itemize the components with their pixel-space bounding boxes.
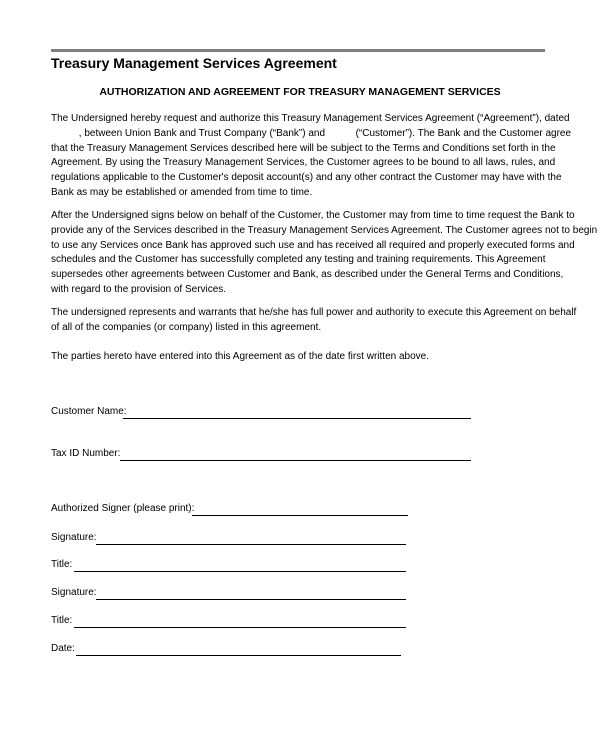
signature-field-2 — [51, 587, 406, 603]
paragraph-line: , between Union Bank and Trust Company (“Bank”) and (“Customer”). The Bank and the Customer agree — [51, 127, 572, 139]
paragraph-line: supersedes other agreements between Customer and Bank, as described under the General Terms and Conditions, — [51, 269, 564, 281]
paragraph-line: The undersigned represents and warrants that he/she has full power and authority to execute this Agreement on behalf — [51, 307, 577, 318]
paragraph-line: schedules and the Customer has successfully completed any testing and training requirements. This Agreement — [51, 254, 546, 266]
paragraph-services — [51, 209, 598, 298]
field-label: Signature: — [51, 587, 97, 598]
signature-field-1 — [51, 532, 406, 548]
paragraph-line: Agreement. By using the Treasury Management Services, the Customer agrees to be bound to all laws, rules, and — [51, 157, 556, 169]
customer-name-line[interactable] — [123, 418, 471, 419]
paragraph-line: Bank as may be established or amended from time to time. — [51, 186, 313, 198]
signature-line-2[interactable] — [96, 599, 406, 600]
field-label: Date: — [51, 643, 75, 654]
field-label: Tax ID Number: — [51, 448, 121, 459]
paragraph-line: of all of the companies (or company) listed in this agreement. — [51, 321, 322, 333]
paragraph-line: to use any Services once Bank has approved such use and has received all required and properly executed forms and — [51, 239, 575, 251]
paragraph-line: The parties hereto have entered into this Agreement as of the date first written above. — [51, 351, 429, 362]
document-title: Treasury Management Services Agreement — [51, 55, 337, 71]
field-label: Title: — [51, 615, 73, 626]
tax-id-field — [51, 448, 471, 464]
title-field-2 — [51, 615, 406, 631]
date-line[interactable] — [76, 655, 401, 656]
paragraph-line: provide any of the Services described in the Treasury Management Services Agreement. The Customer agrees not to begin — [51, 224, 598, 236]
paragraph-line: regulations applicable to the Customer's deposit account(s) and any other contract the Customer may have with the — [51, 172, 562, 184]
field-label: Authorized Signer (please print): — [51, 503, 195, 514]
paragraph-line: The Undersigned hereby request and authorize this Treasury Management Services Agreement (“Agreement”), dated — [51, 113, 570, 124]
title-line-1[interactable] — [74, 571, 406, 572]
authorized-signer-line[interactable] — [192, 515, 408, 516]
date-field — [51, 643, 401, 659]
field-label: Customer Name: — [51, 406, 127, 417]
paragraph-execution — [51, 350, 551, 365]
field-label: Title: — [51, 559, 73, 570]
paragraph-authorization — [51, 112, 572, 201]
authorized-signer-field — [51, 503, 408, 519]
tax-id-line[interactable] — [120, 460, 471, 461]
document-subtitle: AUTHORIZATION AND AGREEMENT FOR TREASURY MANAGEMENT SERVICES — [99, 86, 501, 98]
title-line-2[interactable] — [74, 627, 406, 628]
paragraph-line: that the Treasury Management Services described here will be subject to the Terms and Conditions set forth in the — [51, 142, 556, 154]
paragraph-line: with regard to the provision of Services. — [51, 283, 227, 295]
title-field-1 — [51, 559, 406, 575]
paragraph-line: After the Undersigned signs below on behalf of the Customer, the Customer may from time to time request the Bank to — [51, 210, 575, 221]
signature-line-1[interactable] — [96, 544, 406, 545]
field-label: Signature: — [51, 532, 97, 543]
header-rule — [51, 49, 545, 52]
paragraph-warranty — [51, 306, 577, 336]
customer-name-field — [51, 406, 471, 422]
